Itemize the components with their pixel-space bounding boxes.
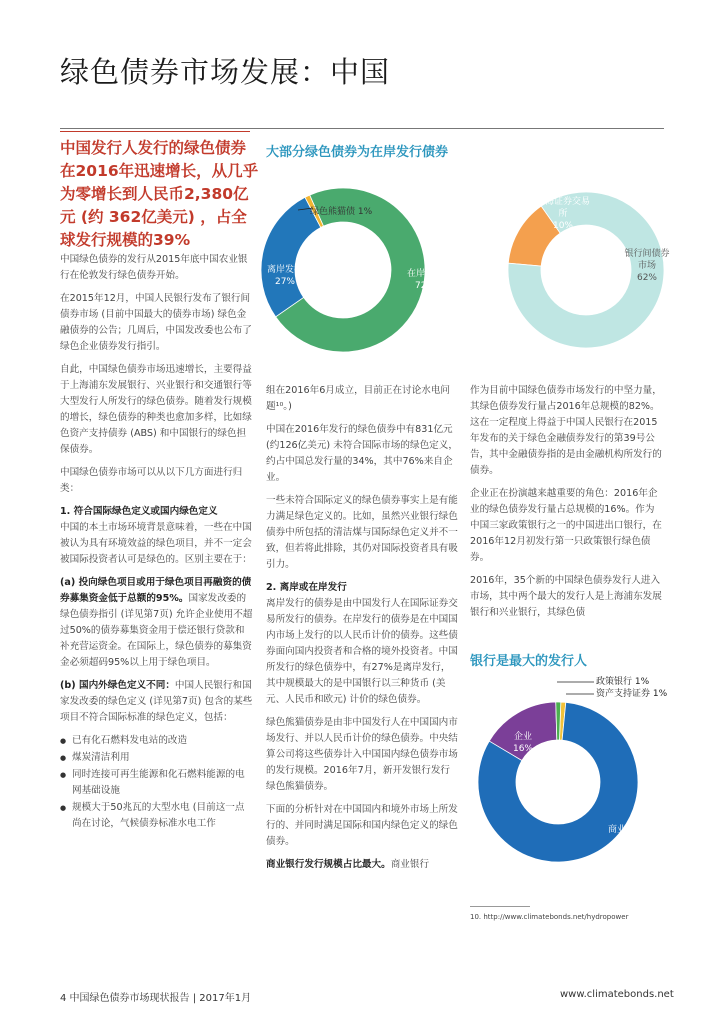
column-2 [266, 383, 459, 880]
label-offshore-name: 离岸发行 [266, 265, 303, 275]
col2-p7-bold: 商业银行发行规模占比最大。 [266, 859, 391, 870]
col1-p6-bold: (a) 投向绿色项目或用于绿色项目再融资的债券募集资金低于总额的95%。 [60, 577, 252, 604]
list-item: ● 煤炭清洁利用 [72, 750, 253, 766]
label-policy-bank-pct: 1% [634, 677, 650, 687]
label-onshore-name: 在岸发行 [406, 269, 443, 279]
footer-website: www.climatebonds.net [560, 989, 674, 1000]
label-interbank [622, 248, 672, 284]
col1-paragraph-6 [60, 575, 253, 671]
chart-1-title: 大部分绿色债券为在岸发行债券 [266, 145, 449, 160]
label-sse-name: 上海证券交易所 [535, 197, 590, 219]
col2-heading-2: 2. 离岸或在岸发行 [266, 582, 347, 593]
col1-bullet-list [60, 733, 253, 832]
label-panda [310, 206, 372, 218]
lead-paragraph: 中国发行人发行的绿色债券在2016年迅速增长，从几乎为零增长到人民币2,380亿元 (约 362亿美元) ，占全球发行规模的39% [60, 139, 259, 249]
list-item: ● 规模大于50兆瓦的大型水电 (目前这一点尚在讨论，气候债券标准水电工作 [72, 800, 253, 832]
footnote-rule [470, 906, 530, 907]
label-sse [533, 196, 593, 232]
col2-paragraph-5: 绿色熊猫债券是由非中国发行人在中国国内市场发行、并以人民币计价的绿色债券。中央结算公司将这些债券计入中国国内绿色债券市场的发行规模。2016年7月，新开发银行发行绿色熊猫债券。 [266, 717, 458, 792]
label-abs-pct: 1% [652, 689, 668, 699]
label-panda-pct: 1% [357, 207, 373, 217]
col2-p7-rest: 商业银行 [390, 859, 430, 870]
col1-paragraph-5: 中国的本土市场环境背景意味着，一些在中国被认为具有环境效益的绿色项目，并不一定会被国际投资者认可是绿色的。区别主要在于： [60, 522, 252, 565]
label-commercial-bank-name: 商业银行 [607, 825, 644, 835]
col2-paragraph-3: 一些未符合国际定义的绿色债券事实上是有能力满足绿色定义的。比如，虽然兴业银行绿色债券中所包括的清洁煤与国际绿色定义并不一致，但若将此排除，其仍对国际投资者具有吸引力。 [266, 495, 458, 570]
col3-paragraph-3: 2016年，35个新的中国绿色债券发行人进入市场，其中两个最大的发行人是上海浦东发展银行和兴业银行，其绿色债 [470, 575, 662, 618]
label-onshore-pct: 72% [414, 281, 435, 291]
col2-paragraph-6: 下面的分析针对在中国国内和境外市场上所发行的、并同时满足国际和国内绿色定义的绿色债券。 [266, 804, 458, 847]
label-enterprise-name: 企业 [513, 732, 532, 742]
column-3 [470, 383, 663, 628]
label-onshore [400, 268, 450, 292]
list-item: ● 已有化石燃料发电站的改造 [72, 733, 253, 749]
label-abs [596, 688, 667, 700]
col1-paragraph-7 [60, 678, 253, 726]
top-rule [60, 128, 664, 129]
label-offshore-pct: 27% [274, 277, 295, 287]
label-enterprise-pct: 16% [512, 744, 533, 754]
col1-paragraph-3: 自此，中国绿色债券市场迅速增长，主要得益于上海浦东发展银行、兴业银行和交通银行等大型发行人所发行的绿色债券。随着发行规模的增长，绿色债券的种类也愈加多样，比如绿色资产支持债券 (ABS) 和中国银行的绿色担保债券。 [60, 364, 252, 455]
col1-paragraph-4: 中国绿色债券市场可以从以下几方面进行归类： [60, 467, 243, 494]
label-policy-bank [596, 676, 649, 688]
footnote: 10. http://www.climatebonds.net/hydropower [470, 913, 629, 921]
col1-p7-bold: (b) 国内外绿色定义不同： [60, 680, 175, 691]
col2-paragraph-4: 离岸发行的债券是由中国发行人在国际证券交易所发行的债券。在岸发行的债券是在中国国内市场上发行的以人民币计价的债券。这些债券面向国内投资者和合格的境外投资者。中国所发行的绿色债券中，有27%是离岸发行，其中规模最大的是中国银行以三种货币 (美元、人民币和欧元) 计价的绿色债券。 [266, 598, 458, 705]
donut-chart-issuers [470, 670, 670, 900]
column-1 [60, 252, 253, 833]
lead-text [60, 137, 260, 252]
donut-slice-donut3-3 [556, 702, 561, 740]
col1-paragraph-2: 在2015年12月，中国人民银行发布了银行间债券市场 (目前中国最大的债券市场) 绿色金融债券的公告；几周后，中国发改委也公布了绿色企业债券发行指引。 [60, 293, 252, 352]
label-commercial-bank-pct: 82% [615, 837, 636, 847]
col2-paragraph-2: 中国在2016年发行的绿色债券中有831亿元 (约126亿美元) 未符合国际市场的绿色定义，约占中国总发行量的34%，其中76%来自企业。 [266, 424, 458, 483]
col2-paragraph-7 [266, 857, 459, 873]
col1-paragraph-1: 中国绿色债券的发行从2015年底中国农业银行在伦敦发行绿色债券开始。 [60, 254, 248, 281]
label-abs-name: 资产支持证券 [596, 689, 651, 699]
col3-paragraph-2: 企业正在扮演越来越重要的角色：2016年企业的绿色债券发行量占总规模的16%。作为中国三家政策银行之一的中国进出口银行，在2016年12月初发行第一只政策银行绿色债券。 [470, 488, 662, 563]
chart-3-title: 银行是最大的发行人 [470, 654, 588, 669]
col1-p6-rest: 国家发改委的绿色债券指引 (详见第7页) 允许企业使用不超过50%的债券募集资金用于偿还银行贷款和补充营运资金。在国际上，绿色债券的募集资金必须超码95%以上用于绿色项目。 [60, 593, 253, 668]
col3-paragraph-1: 作为目前中国绿色债券市场发行的中坚力量，其绿色债券发行量占2016年总规模的82%。这在一定程度上得益于中国人民银行在2015年发布的关于绿色金融债券发行的第39号公告，其中金融债券指的是由金融机构所发行的债券。 [470, 385, 662, 476]
col1-heading-1: 1. 符合国际绿色定义或国内绿色定义 [60, 506, 218, 517]
label-enterprise [506, 731, 540, 755]
label-panda-name: 绿色熊猫债 [310, 207, 356, 217]
list-item: ● 同时连接可再生能源和化石燃料能源的电网基础设施 [72, 767, 253, 799]
col2-paragraph-1: 组在2016年6月成立，目前正在讨论水电问题¹⁰。) [266, 385, 451, 412]
page-title: 绿色债券市场发展：中国 [60, 55, 391, 89]
col1-p7-rest: 中国人民银行和国家发改委的绿色定义 (详见第7页) 包含的某些项目不符合国际标准的绿色定义，包括： [60, 680, 253, 723]
label-sse-pct: 10% [552, 221, 573, 231]
footer-page-info: 4 中国绿色债券市场现状报告 | 2017年1月 [60, 993, 252, 1004]
label-offshore [262, 264, 308, 288]
label-commercial-bank [596, 824, 656, 848]
donut-charts-onshore-offshore [258, 160, 664, 375]
label-interbank-pct: 62% [636, 273, 657, 283]
label-interbank-name: 银行间债券市场 [624, 249, 670, 271]
lead-rule [60, 131, 250, 132]
label-policy-bank-name: 政策银行 [596, 677, 633, 687]
